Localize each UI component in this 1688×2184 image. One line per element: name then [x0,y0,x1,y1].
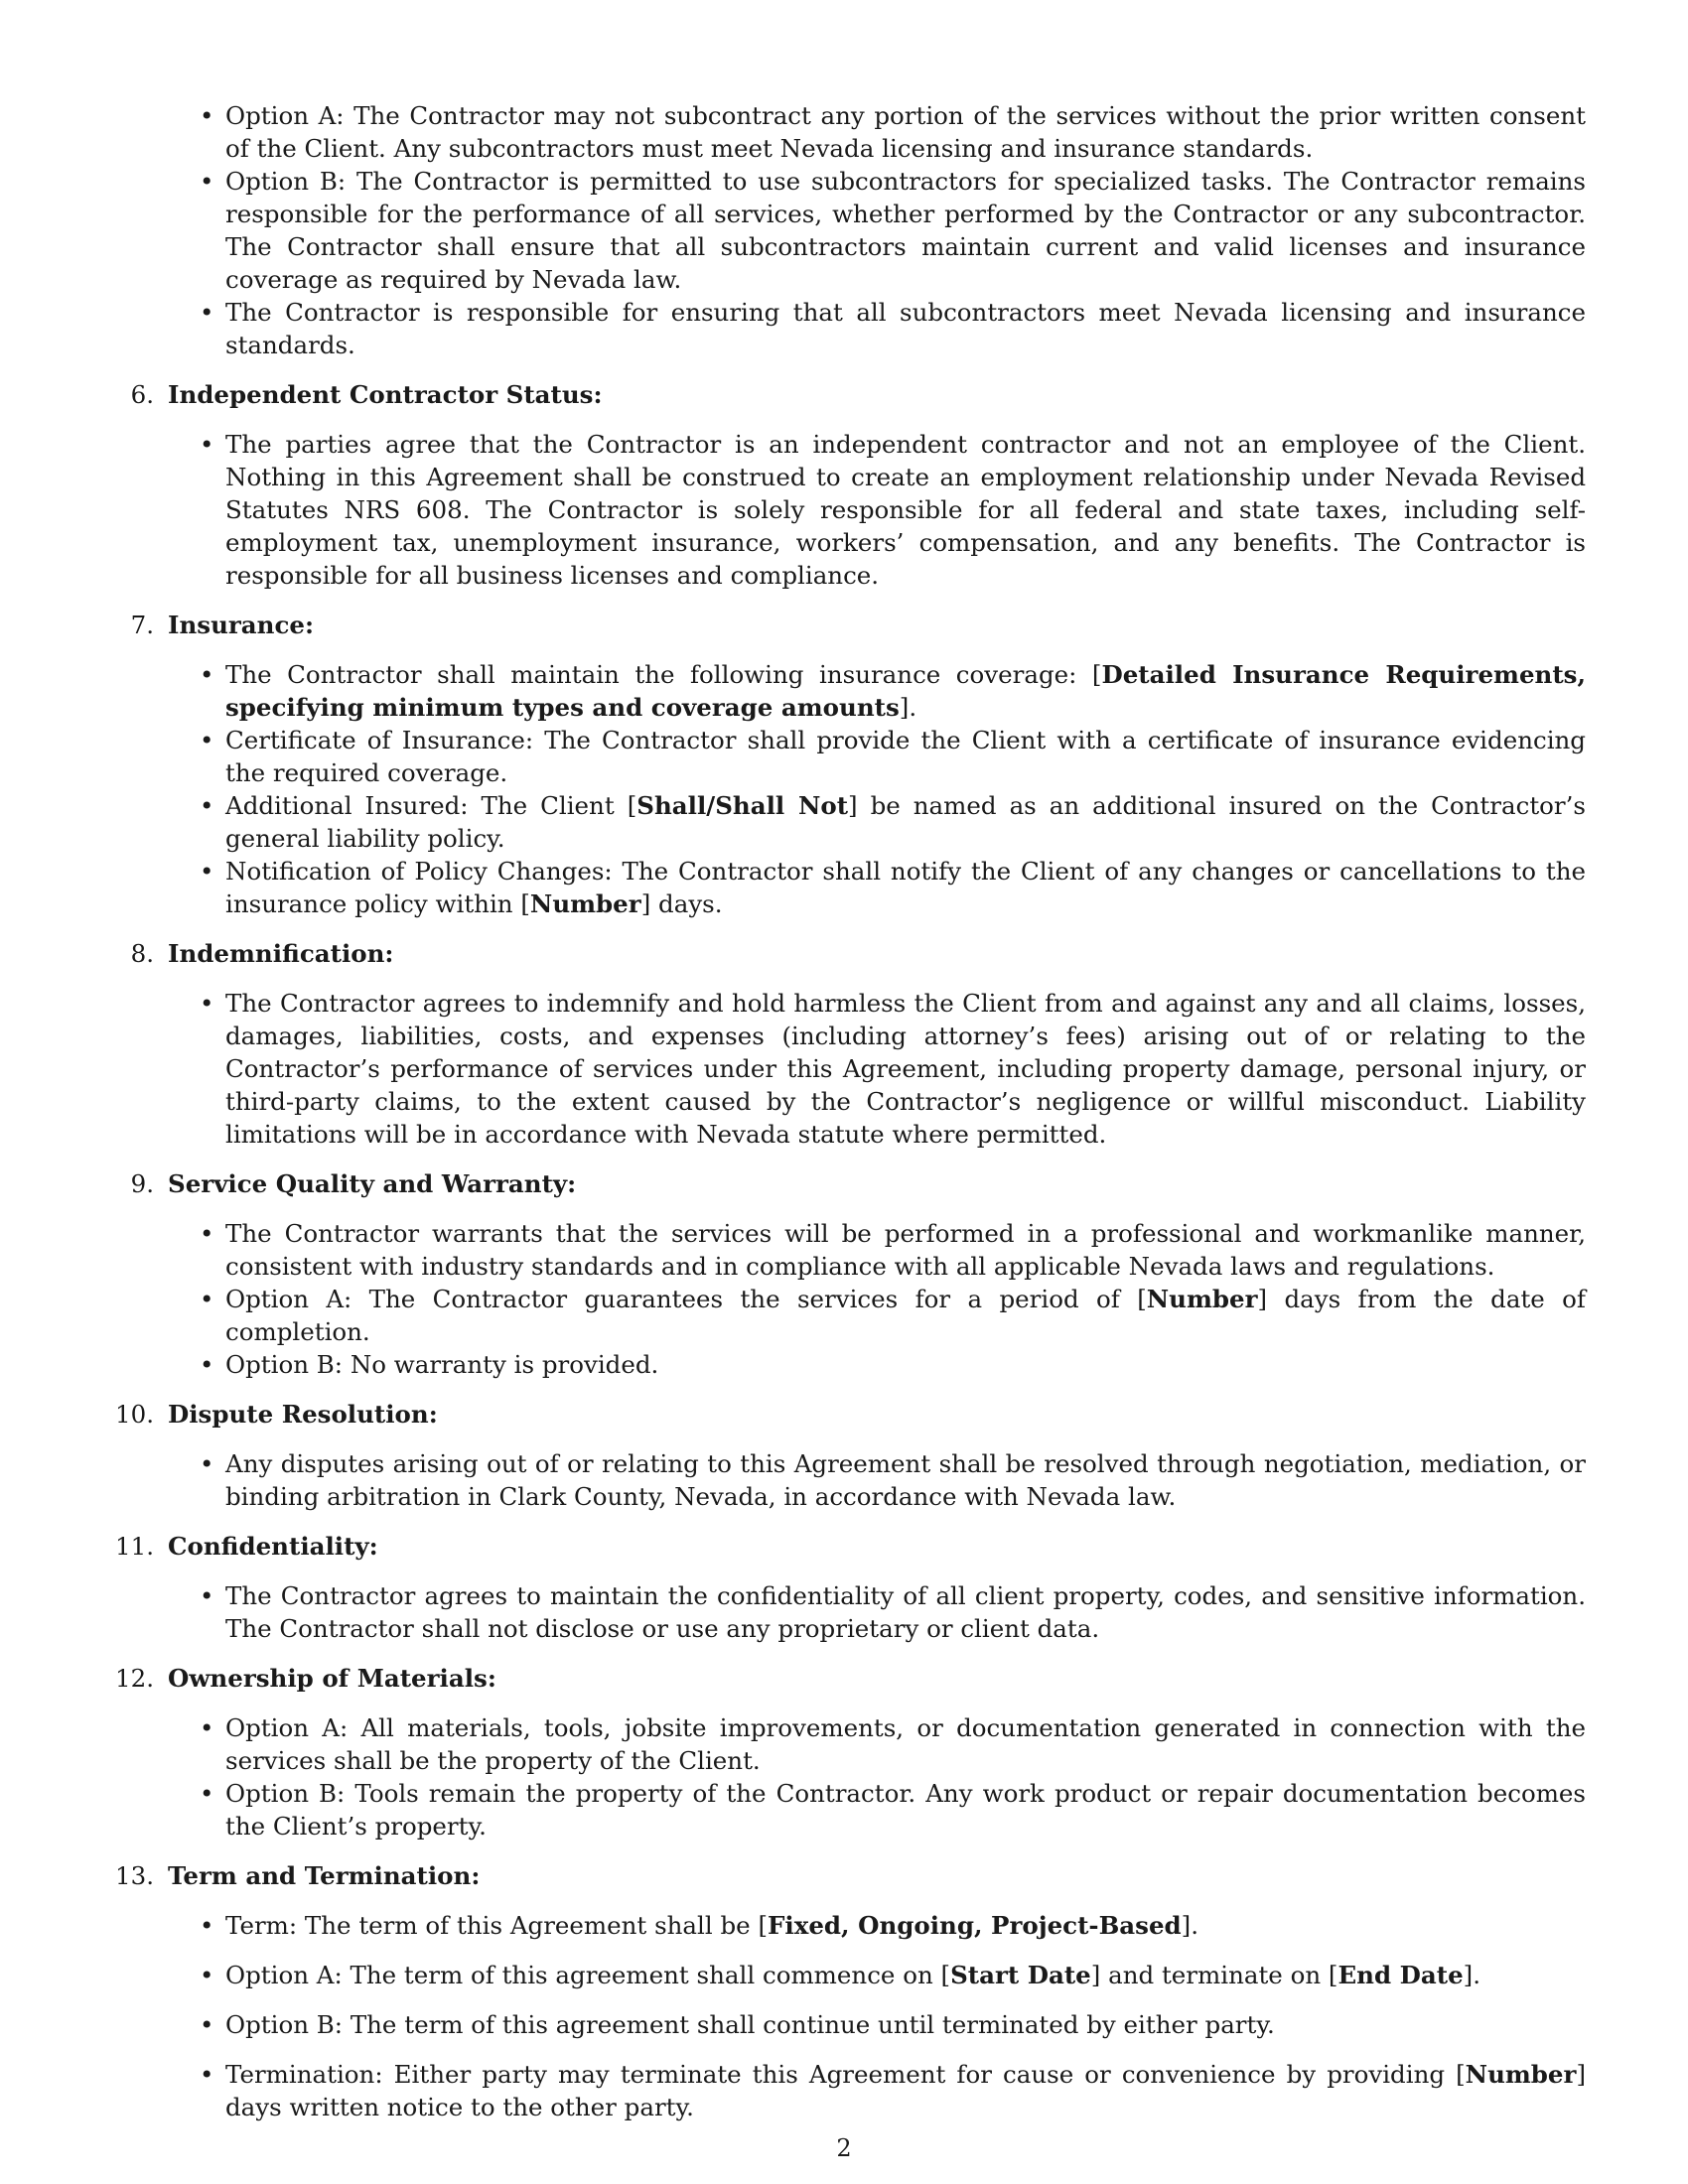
section [130,609,1586,920]
bullet-item [225,1959,1586,1991]
bullet-item: • The parties agree that the Contractor is an independent contractor and not an employee of the Client. Nothing in this Agreement shall be construed to create an employment relationship under Nevada Revised Statutes NRS 608. The Contractor is solely responsible for all federal and state taxes, including self-employment tax, unemployment insurance, workers’ compensation, and any benefits. The Contractor is responsible for all business licenses and compliance. [225,428,1586,592]
bullet-list [164,1579,1586,1645]
section [130,1167,1586,1381]
bullet-item: • The Contractor agrees to maintain the confidentiality of all client property, codes, and sensitive information. The Contractor shall not disclose or use any proprietary or client data. [225,1579,1586,1645]
section [115,1662,1586,1843]
placeholder-field: Number [1146,1285,1258,1313]
text-segment: Additional Insured: The Client [ [225,791,637,820]
section-title: Confidentiality: [168,1532,378,1561]
text-segment: Option A: The Contractor guarantees the services for a period of [ [225,1285,1147,1313]
bullet-item [225,658,1586,724]
text-segment: ] days from the date of completion. [225,1285,1586,1346]
bullet-item: • The Contractor warrants that the services will be performed in a professional and workmanlike manner, consistent with industry standards and in compliance with all applicable Nevada laws and regulations. [225,1217,1586,1283]
text-segment: Termination: Either party may terminate this Agreement for cause or convenience by providing [ [225,2060,1466,2089]
section-number: 6. [130,380,154,409]
subcontracting-bullet-list [164,99,1586,361]
section [115,1530,1586,1645]
section [130,937,1586,1151]
text-segment: ] be named as an additional insured on the Contractor’s general liability policy. [225,791,1586,853]
bullet-item: • Option A: The Contractor may not subcontract any portion of the services without the prior written consent of the Client. Any subcontractors must meet Nevada licensing and insurance standards. [225,99,1586,165]
section-heading [115,1530,1586,1563]
section-number: 10. [115,1400,154,1429]
bullet-item: • Option B: The term of this agreement shall continue until terminated by either party. [225,2008,1586,2041]
bullet-item: • Option B: The Contractor is permitted to use subcontractors for specialized tasks. The Contractor remains responsible for the performance of all services, whether performed by the Contractor or any subcontractor. The Contractor shall ensure that all subcontractors maintain current and valid licenses and insurance coverage as required by Nevada law. [225,165,1586,296]
section-number: 9. [130,1169,154,1198]
section-number: 7. [130,611,154,639]
text-segment: Term: The term of this Agreement shall be [ [225,1911,769,1940]
text-segment: ]. [1181,1911,1199,1940]
numbered-sections [115,378,1586,2123]
section [115,1859,1586,2123]
section-title: Term and Termination: [168,1861,481,1890]
bullet-item: • The Contractor is responsible for ensuring that all subcontractors meet Nevada licensing and insurance standards. [225,296,1586,361]
bullet-item [225,1909,1586,1942]
page-number: 2 [836,2134,852,2162]
bullet-list [164,428,1586,592]
section-number: 13. [115,1861,154,1890]
section [130,378,1586,592]
bullet-item [225,1283,1586,1348]
placeholder-field: Shall/Shall Not [636,791,849,820]
section-heading [130,937,1586,970]
bullet-item [225,789,1586,855]
section-title: Independent Contractor Status: [168,380,603,409]
text-segment: ] and terminate on [ [1090,1961,1338,1989]
placeholder-field: Start Date [950,1961,1091,1989]
section-heading [115,1662,1586,1695]
section-number: 12. [115,1664,154,1693]
text-segment: ]. [1463,1961,1481,1989]
bullet-item: • Option B: Tools remain the property of the Contractor. Any work product or repair documentation becomes the Client’s property. [225,1777,1586,1843]
bullet-list [164,1447,1586,1513]
section-heading [115,1398,1586,1431]
section-heading [130,378,1586,411]
bullet-list [164,987,1586,1151]
section-heading [130,1167,1586,1200]
text-segment: Option A: The term of this agreement shall commence on [ [225,1961,951,1989]
section-heading [115,1859,1586,1892]
bullet-list [164,1217,1586,1381]
section-number: 8. [130,939,154,968]
text-segment: ] days. [640,889,723,918]
text-segment: ]. [899,693,917,722]
placeholder-field: Number [1465,2060,1577,2089]
bullet-item: • The Contractor agrees to indemnify and hold harmless the Client from and against any and all claims, losses, damages, liabilities, costs, and expenses (including attorney’s fees) arising out of or relating to the Contractor’s performance of services under this Agreement, including property damage, personal injury, or third-party claims, to the extent caused by the Contractor’s negligence or willful misconduct. Liability limitations will be in accordance with Nevada statute where permitted. [225,987,1586,1151]
bullet-item: • Any disputes arising out of or relating to this Agreement shall be resolved through negotiation, mediation, or binding arbitration in Clark County, Nevada, in accordance with Nevada law. [225,1447,1586,1513]
section-heading [130,609,1586,641]
section-title: Ownership of Materials: [168,1664,496,1693]
section-number: 11. [115,1532,154,1561]
section-title: Dispute Resolution: [168,1400,438,1429]
placeholder-field: Fixed, Ongoing, Project-Based [768,1911,1182,1940]
bullet-item: • Option A: All materials, tools, jobsite improvements, or documentation generated in connection with the services shall be the property of the Client. [225,1711,1586,1777]
section-title: Insurance: [168,611,315,639]
bullet-list [164,1711,1586,1843]
text-segment: Notification of Policy Changes: The Contractor shall notify the Client of any changes or cancellations to the insurance policy within [ [225,857,1586,918]
placeholder-field: Detailed Insurance Requirements, specifying minimum types and coverage amounts [225,660,1586,722]
section-title: Indemnification: [168,939,394,968]
bullet-item [225,855,1586,920]
section [115,1398,1586,1513]
section-title: Service Quality and Warranty: [168,1169,577,1198]
text-segment: The Contractor shall maintain the following insurance coverage: [ [225,660,1102,689]
placeholder-field: Number [529,889,641,918]
bullet-item: • Option B: No warranty is provided. [225,1348,1586,1381]
bullet-item: • Certificate of Insurance: The Contractor shall provide the Client with a certificate of insurance evidencing the required coverage. [225,724,1586,789]
placeholder-field: End Date [1337,1961,1464,1989]
bullet-list [164,658,1586,920]
bullet-item [225,2058,1586,2123]
bullet-list [164,1909,1586,2123]
text-segment: ] days written notice to the other party. [225,2060,1586,2121]
document-body [115,99,1586,2140]
